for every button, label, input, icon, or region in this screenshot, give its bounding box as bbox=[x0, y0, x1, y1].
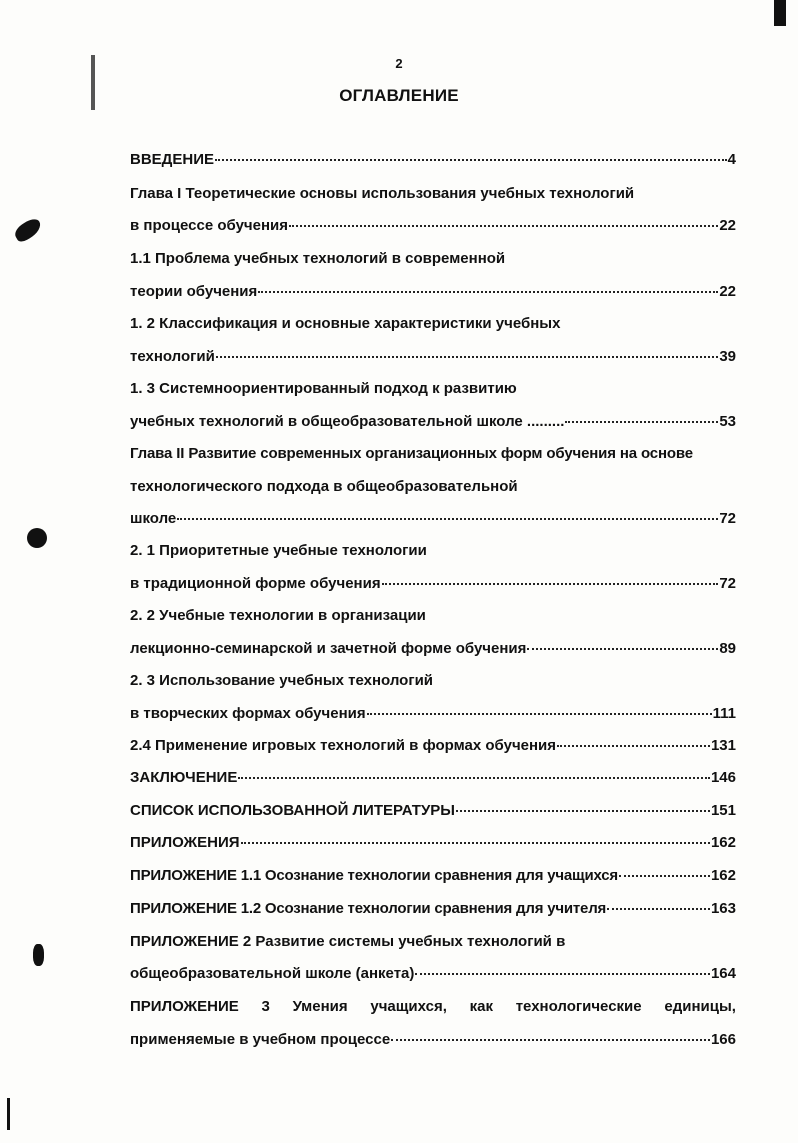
toc-entry-chapter-1 bbox=[130, 214, 736, 238]
toc-entry-conclusion bbox=[130, 766, 736, 790]
toc-page-number: 39 bbox=[719, 348, 736, 365]
toc-chapter-title bbox=[130, 442, 736, 466]
dot-leader bbox=[456, 810, 710, 812]
dot-leader bbox=[527, 648, 718, 650]
toc-page-number: 53 bbox=[719, 413, 736, 430]
dot-leader bbox=[557, 745, 710, 747]
toc-entry-text: 2.4 Применение игровых технологий в формах обучения bbox=[130, 737, 557, 754]
toc-entry-appendix-3 bbox=[130, 1028, 736, 1052]
dot-leader bbox=[215, 159, 727, 161]
toc-page-number: 131 bbox=[710, 737, 736, 754]
toc-entry-references bbox=[130, 799, 736, 823]
toc-entry-text: школе bbox=[130, 510, 177, 527]
toc-section-title bbox=[130, 669, 736, 693]
toc-entry-text: ПРИЛОЖЕНИЯ bbox=[130, 834, 240, 851]
toc-page-number: 22 bbox=[719, 217, 736, 234]
toc-word: ПРИЛОЖЕНИЕ bbox=[130, 998, 239, 1015]
toc-section-title bbox=[130, 247, 736, 271]
toc-entry-text: 2. 1 Приоритетные учебные технологии bbox=[130, 542, 427, 559]
toc-page-number: 4 bbox=[727, 151, 736, 168]
toc-entry-section-2-1 bbox=[130, 572, 736, 596]
toc-entry-text: теории обучения bbox=[130, 283, 258, 300]
toc-entry-intro bbox=[130, 148, 736, 172]
toc-entry-text: 2. 3 Использование учебных технологий bbox=[130, 672, 434, 689]
toc-entry-text: ЗАКЛЮЧЕНИЕ bbox=[130, 769, 238, 786]
toc-entry-text: общеобразовательной школе (анкета) bbox=[130, 965, 415, 982]
toc-page-number: 164 bbox=[710, 965, 736, 982]
toc-entry-text: 1. 3 Системноориентированный подход к развитию bbox=[130, 380, 517, 397]
toc-chapter-title-line-2 bbox=[130, 475, 736, 499]
dot-leader bbox=[619, 875, 710, 877]
toc-entry-section-2-2 bbox=[130, 637, 736, 661]
toc-entry-text: технологий bbox=[130, 348, 215, 365]
toc-entry-text: учебных технологий в общеобразовательной школе ......... bbox=[130, 413, 565, 430]
toc-entry-section-1-3 bbox=[130, 410, 736, 434]
toc-entry-text: ПРИЛОЖЕНИЕ 2 Развитие системы учебных технологий в bbox=[130, 933, 566, 950]
toc-word: как bbox=[469, 998, 493, 1015]
toc-entry-appendix-1-2 bbox=[130, 897, 736, 921]
toc-entry-text: ПРИЛОЖЕНИЕ 1.2 Осознание технологии сравнения для учителя bbox=[130, 900, 607, 917]
toc-entry-text: 2. 2 Учебные технологии в организации bbox=[130, 607, 426, 624]
toc-entry-text: СПИСОК ИСПОЛЬЗОВАННОЙ ЛИТЕРАТУРЫ bbox=[130, 802, 455, 819]
toc-word: технологические bbox=[515, 998, 642, 1015]
dot-leader bbox=[241, 842, 710, 844]
toc-page-number: 151 bbox=[710, 802, 736, 819]
toc-word: единицы, bbox=[664, 998, 736, 1015]
dot-leader bbox=[289, 225, 718, 227]
toc-entry-section-1-2 bbox=[130, 345, 736, 369]
toc-page-number: 146 bbox=[710, 769, 736, 786]
toc-entry-section-2-4 bbox=[130, 734, 736, 758]
toc-entry-text: Глава I Теоретические основы использования учебных технологий bbox=[130, 185, 635, 202]
toc-section-title bbox=[130, 539, 736, 563]
toc-entry-text: в творческих формах обучения bbox=[130, 705, 366, 722]
toc-page-number: 89 bbox=[719, 640, 736, 657]
toc-entry-appendix-1-1 bbox=[130, 864, 736, 888]
toc-section-title bbox=[130, 377, 736, 401]
dot-leader bbox=[415, 973, 710, 975]
toc-entry-appendix-2 bbox=[130, 962, 736, 986]
toc-entry-text: 1. 2 Классификация и основные характеристики учебных bbox=[130, 315, 561, 332]
toc-word: Умения bbox=[292, 998, 348, 1015]
toc-entry-text: технологического подхода в общеобразовательной bbox=[130, 478, 518, 495]
toc-entry-appendices bbox=[130, 831, 736, 855]
toc-entry-chapter-2 bbox=[130, 507, 736, 531]
toc-entry-text: лекционно-семинарской и зачетной форме обучения bbox=[130, 640, 527, 657]
dot-leader bbox=[177, 518, 718, 520]
toc-entry-section-1-1 bbox=[130, 280, 736, 304]
dot-leader bbox=[565, 421, 718, 423]
toc-appendix-title-justified bbox=[130, 995, 736, 1019]
page-title: ОГЛАВЛЕНИЕ bbox=[339, 86, 459, 105]
toc-chapter-title bbox=[130, 182, 736, 206]
toc-appendix-title bbox=[130, 930, 736, 954]
toc-page-number: 166 bbox=[710, 1031, 736, 1048]
toc-page-number: 72 bbox=[719, 575, 736, 592]
dot-leader bbox=[391, 1039, 710, 1041]
toc-page-number: 72 bbox=[719, 510, 736, 527]
toc-entry-text: в традиционной форме обучения bbox=[130, 575, 381, 592]
toc-entry-text: в процессе обучения bbox=[130, 217, 288, 234]
toc-entry-text: ВВЕДЕНИЕ bbox=[130, 151, 214, 168]
toc-page-number: 163 bbox=[710, 900, 736, 917]
toc-entry-text: применяемые в учебном процессе bbox=[130, 1031, 391, 1048]
dot-leader bbox=[238, 777, 710, 779]
page-number: 2 bbox=[395, 56, 403, 71]
toc-word: 3 bbox=[261, 998, 270, 1015]
toc-section-title bbox=[130, 312, 736, 336]
dot-leader bbox=[382, 583, 719, 585]
toc-entry-text: Глава II Развитие современных организационных форм обучения на основе bbox=[130, 445, 693, 462]
dot-leader bbox=[216, 356, 718, 358]
dot-leader bbox=[367, 713, 712, 715]
toc-entry-text: 1.1 Проблема учебных технологий в современной bbox=[130, 250, 506, 267]
toc-entry-text: ПРИЛОЖЕНИЕ 1.1 Осознание технологии сравнения для учащихся bbox=[130, 867, 618, 884]
toc-page-number: 22 bbox=[719, 283, 736, 300]
toc-section-title bbox=[130, 604, 736, 628]
dot-leader bbox=[258, 291, 718, 293]
dot-leader bbox=[607, 908, 710, 910]
toc-page-number: 162 bbox=[710, 867, 736, 884]
toc-page-number: 162 bbox=[710, 834, 736, 851]
toc-page-number: 111 bbox=[712, 705, 736, 722]
toc-entry-section-2-3 bbox=[130, 702, 736, 726]
toc-word: учащихся, bbox=[370, 998, 447, 1015]
